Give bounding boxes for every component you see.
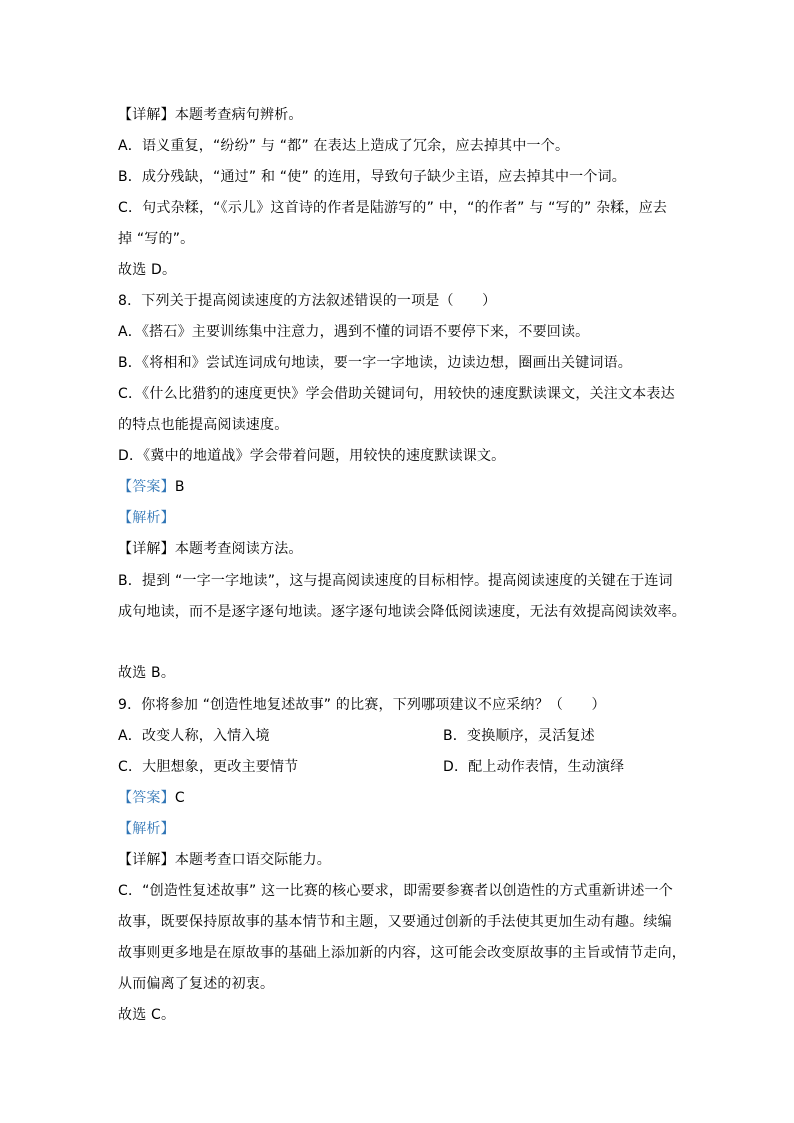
q9-option-d: D．配上动作表情，生动演绎 [443, 759, 625, 775]
detail-label: 【详解】 [118, 541, 175, 557]
q8-option-d: D．《冀中的地道战》学会带着问题，用较快的速度默读课文。 [118, 448, 506, 464]
q9-explanation-line-1: C．“创造性复述故事” 这一比赛的核心要求，即需要参赛者以创造性的方式重新讲述一个 [118, 883, 673, 899]
answer-label: 【答案】 [118, 790, 175, 806]
q8-explanation-line-2: 成句地读，而不是逐字逐句地读。逐字逐句地读会降低阅读速度，无法有效提高阅读效率。 [118, 604, 686, 620]
q8-conclusion: 故选 B。 [118, 665, 176, 681]
q8-explanation-line-1: B．提到 “一字一字地读”，这与提高阅读速度的目标相悖。提高阅读速度的关键在于连词 [118, 573, 673, 589]
q9-explanation-line-4: 从而偏离了复述的初衷。 [118, 976, 275, 992]
q7-analysis-line-b: B．成分残缺，“通过” 和 “使” 的连用，导致句子缺少主语，应去掉其中一个词。 [118, 169, 626, 185]
q7-analysis-line-c: C．句式杂糅，“《示儿》这首诗的作者是陆游写的” 中，“的作者” 与 “写的” 杂糅，应去 [118, 200, 668, 216]
q9-conclusion: 故选 C。 [118, 1007, 176, 1023]
detail-label: 【详解】 [118, 852, 175, 868]
q9-option-c: C．大胆想象，更改主要情节 [118, 759, 299, 775]
q8-option-a: A．《搭石》主要训练集中注意力，遇到不懂的词语不要停下来，不要回读。 [118, 324, 590, 340]
q7-detail-line [118, 106, 303, 124]
q9-detail-line [118, 851, 331, 869]
q8-option-c-cont: 的特点也能提高阅读速度。 [118, 417, 289, 433]
q7-analysis-line-a: A．语义重复，“纷纷” 与 “都” 在表达上造成了冗余，应去掉其中一个。 [118, 138, 570, 154]
detail-text: 本题考查阅读方法。 [174, 541, 303, 557]
detail-text: 本题考查病句辨析。 [174, 107, 303, 123]
q9-stem: 9．你将参加 “创造性地复述故事” 的比赛，下列哪项建议不应采纳？（ ） [118, 697, 606, 713]
q9-option-a: A．改变人称，入情入境 [118, 728, 270, 744]
q9-explanation-line-3: 故事则更多地是在原故事的基础上添加新的内容，这可能会改变原故事的主旨或情节走向， [118, 945, 686, 961]
q7-conclusion: 故选 D。 [118, 262, 177, 278]
q8-option-b: B．《将相和》尝试连词成句地读，要一字一字地读，边读边想，圈画出关键词语。 [118, 355, 633, 371]
detail-text: 本题考查口语交际能力。 [174, 852, 332, 868]
q8-stem: 8．下列关于提高阅读速度的方法叙述错误的一项是（ ） [118, 293, 497, 309]
q8-analysis-label: 【解析】 [118, 510, 175, 526]
q7-analysis-line-c-cont: 掉 “写的”。 [118, 231, 195, 247]
answer-value: C [174, 790, 185, 806]
detail-label: 【详解】 [118, 107, 175, 123]
q9-answer-line [118, 789, 185, 807]
answer-value: B [174, 479, 185, 495]
q9-explanation-line-2: 故事，既要保持原故事的基本情节和主题，又要通过创新的手法使其更加生动有趣。续编 [118, 914, 672, 930]
q8-answer-line [118, 478, 185, 496]
q9-analysis-label: 【解析】 [118, 821, 175, 837]
answer-label: 【答案】 [118, 479, 175, 495]
q8-option-c: C．《什么比猎豹的速度更快》学会借助关键词句，用较快的速度默读课文，关注文本表达 [118, 386, 675, 402]
q8-detail-line [118, 540, 303, 558]
q9-option-b: B．变换顺序，灵活复述 [443, 728, 595, 744]
